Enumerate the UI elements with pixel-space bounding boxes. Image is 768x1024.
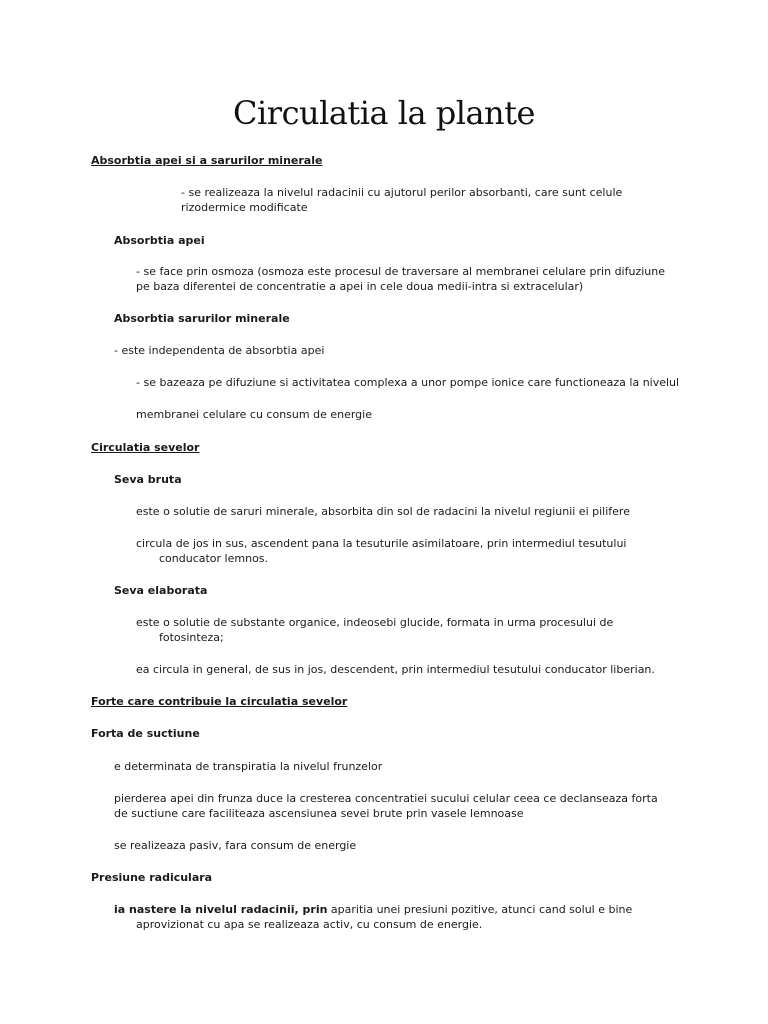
paragraph-line: se realizeaza pasiv, fara consum de energie [114, 839, 357, 852]
subheading-seva-elaborata: Seva elaborata [114, 584, 208, 597]
paragraph-line: circula de jos in sus, ascendent pana la tesuturile asimilatoare, prin intermediul tesutului [136, 537, 627, 550]
subheading-absorbtia-sarurilor: Absorbtia sarurilor minerale [114, 312, 290, 325]
section-heading-circulatia-sevelor: Circulatia sevelor [91, 441, 200, 454]
subheading-absorbtia-apei: Absorbtia apei [114, 234, 205, 247]
paragraph-line: - se face prin osmoza (osmoza este procesul de traversare al membranei celulare prin difuziune [136, 265, 665, 278]
text-run: aparitia unei presiuni pozitive, atunci cand solul e bine [327, 903, 633, 916]
paragraph-line: membranei celulare cu consum de energie [136, 408, 372, 421]
paragraph-line: conducator lemnos. [159, 552, 269, 565]
paragraph-line: - este independenta de absorbtia apei [114, 344, 325, 357]
paragraph-line: ea circula in general, de sus in jos, descendent, prin intermediul tesutului conducator liberian. [136, 663, 655, 676]
paragraph-line: este o solutie de saruri minerale, absorbita din sol de radacini la nivelul regiunii ei pilifere [136, 505, 630, 518]
paragraph-line [114, 902, 632, 917]
section-heading-absorbtie: Absorbtia apei si a sarurilor minerale [91, 154, 323, 167]
subheading-forta-de-suctiune: Forta de suctiune [91, 727, 200, 740]
paragraph-line: - se realizeaza la nivelul radacinii cu ajutorul perilor absorbanti, care sunt celule [181, 186, 623, 199]
paragraph-line: este o solutie de substante organice, indeosebi glucide, formata in urma procesului de [136, 616, 614, 629]
paragraph-line: pe baza diferentei de concentratie a apei in cele doua medii-intra si extracelular) [136, 280, 584, 293]
subheading-seva-bruta: Seva bruta [114, 473, 182, 486]
subheading-presiune-radiculara: Presiune radiculara [91, 871, 213, 884]
paragraph-line: pierderea apei din frunza duce la cresterea concentratiei sucului celular ceea ce declanseaza forta [114, 792, 658, 805]
section-heading-forte: Forte care contribuie la circulatia sevelor [91, 695, 348, 708]
paragraph-line: rizodermice modificate [181, 201, 308, 214]
paragraph-line: de suctiune care faciliteaza ascensiunea sevei brute prin vasele lemnoase [114, 807, 524, 820]
paragraph-line: aprovizionat cu apa se realizeaza activ, cu consum de energie. [136, 918, 483, 931]
bold-phrase: ia nastere la nivelul radacinii, prin [114, 903, 328, 916]
paragraph-line: - se bazeaza pe difuziune si activitatea complexa a unor pompe ionice care functioneaza la nivelul [136, 376, 680, 389]
document-title: Circulatia la plante [233, 94, 535, 132]
paragraph-line: e determinata de transpiratia la nivelul frunzelor [114, 760, 383, 773]
paragraph-line: fotosinteza; [159, 631, 224, 644]
